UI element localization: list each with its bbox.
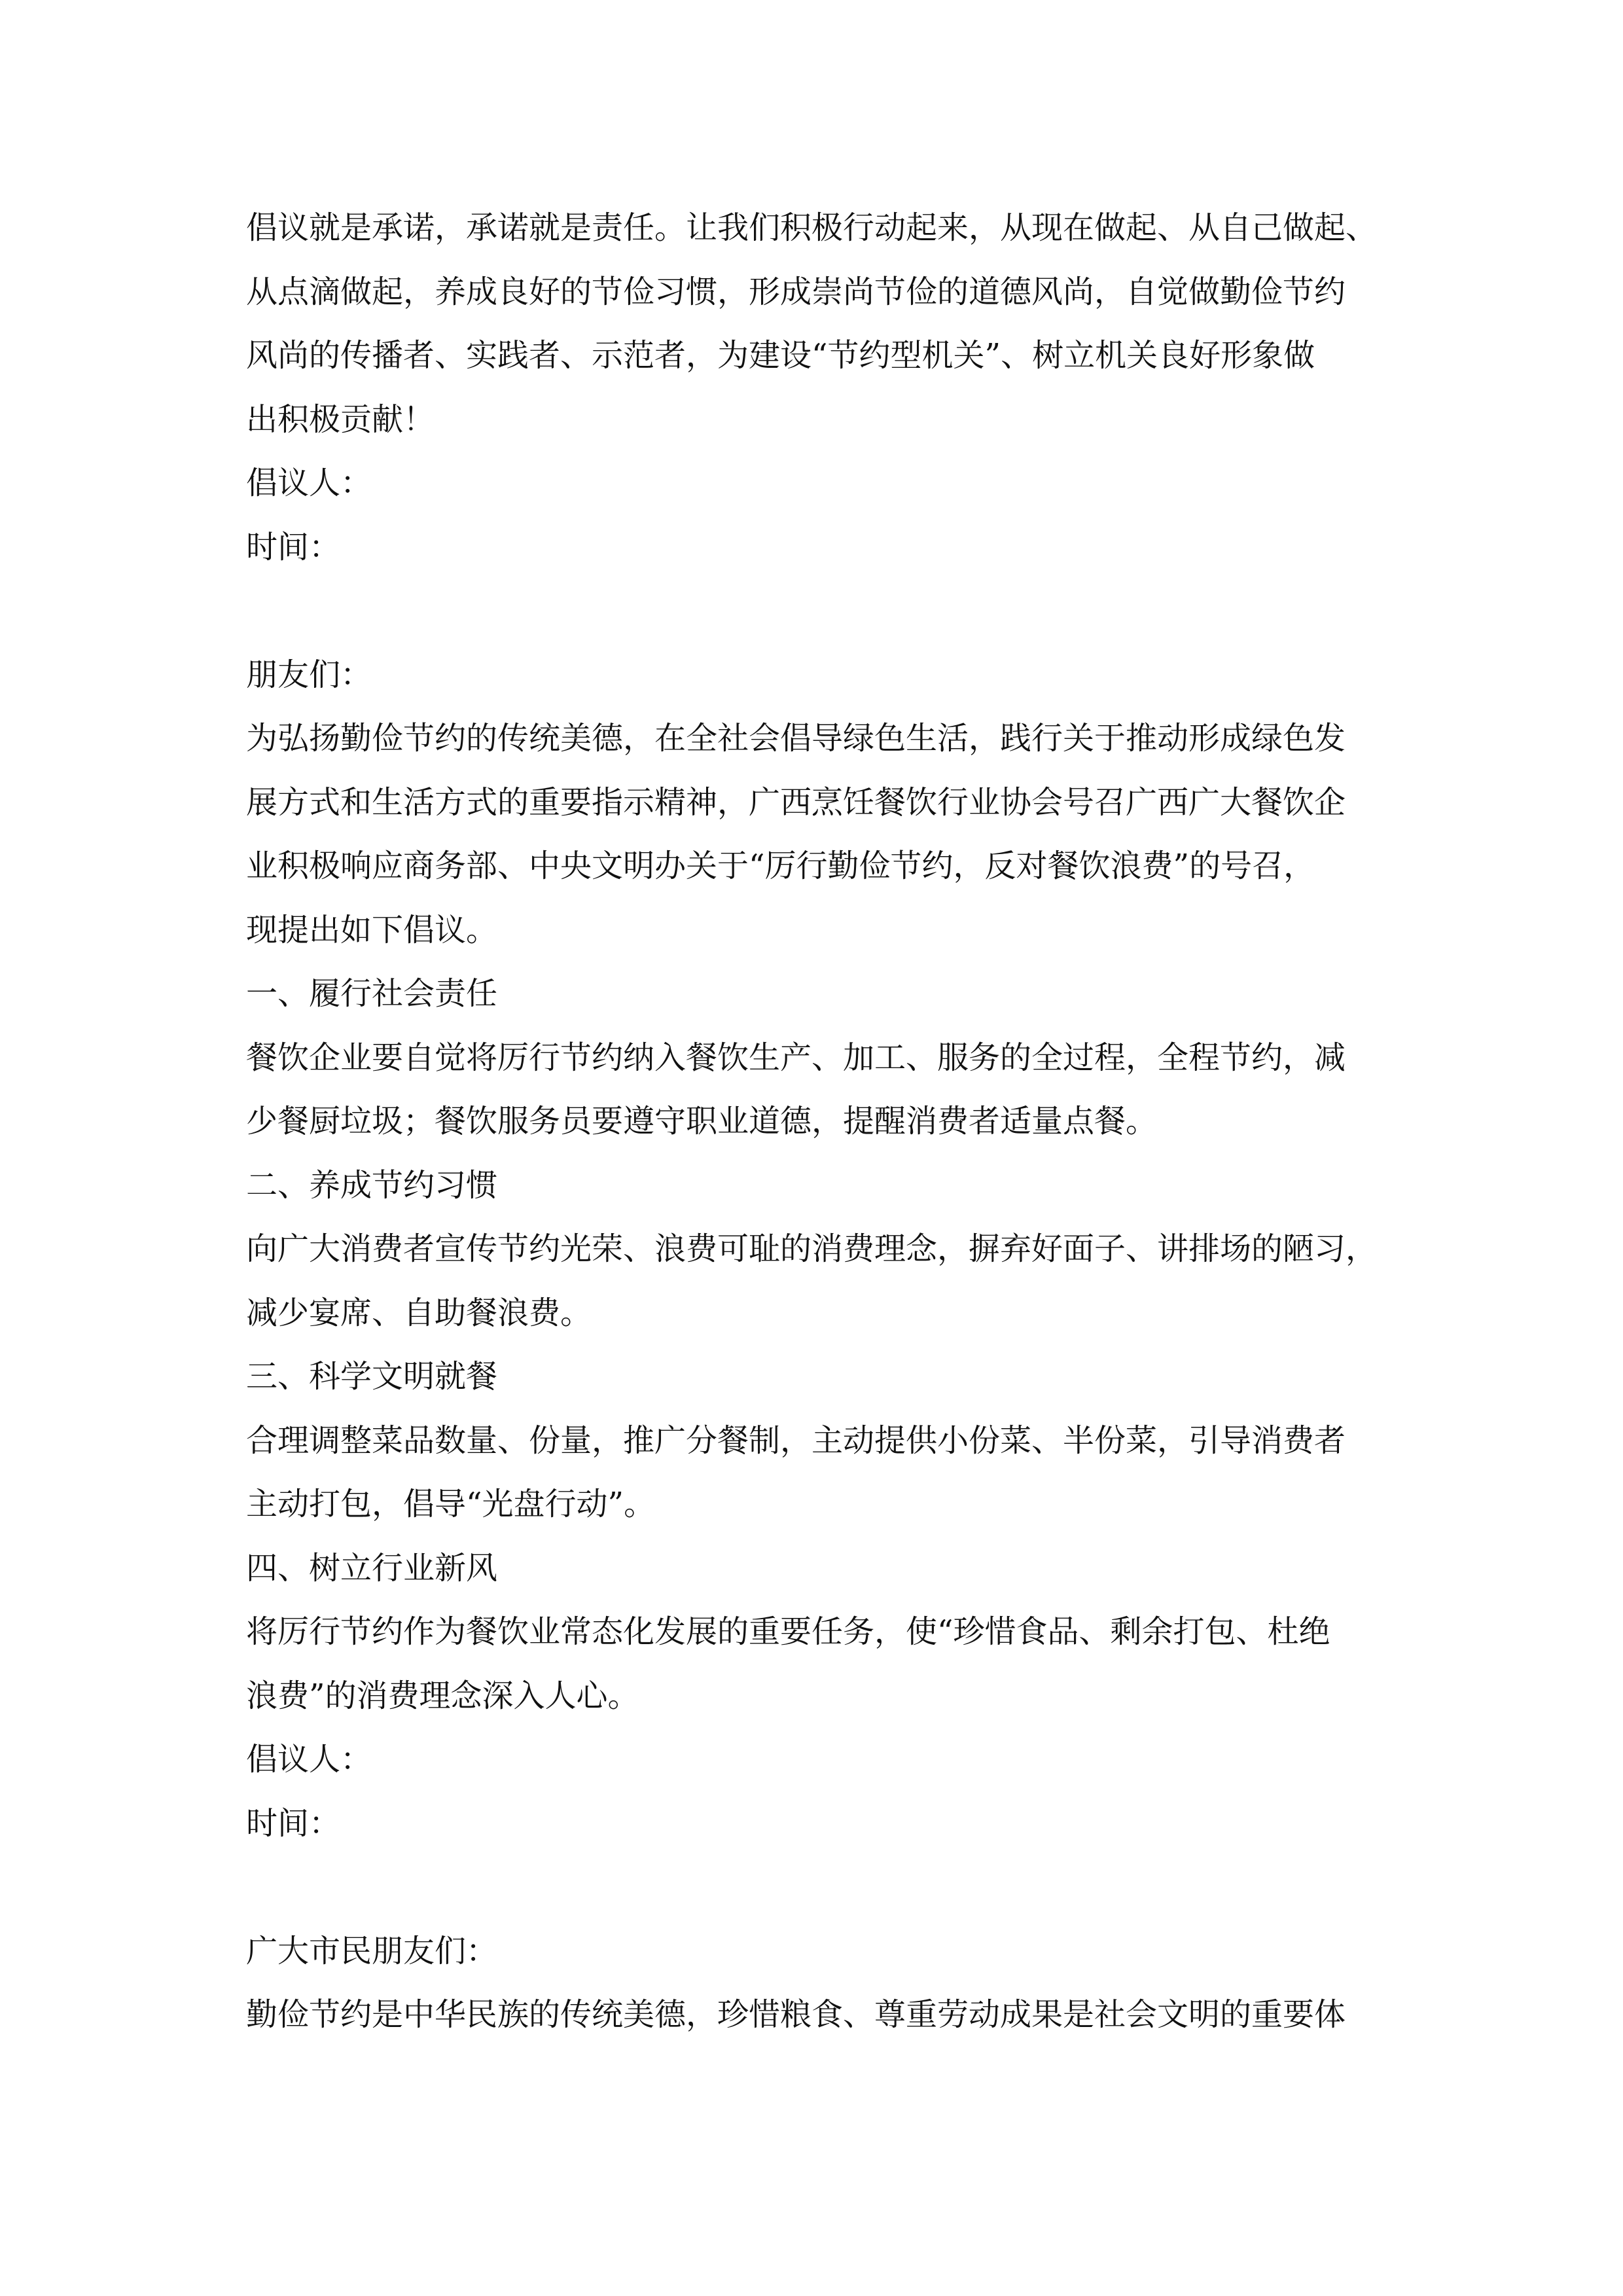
text-line: 现提出如下倡议。 xyxy=(246,911,498,948)
item-heading: 三、科学文明就餐 xyxy=(246,1358,498,1395)
text-line: 合理调整菜品数量、份量，推广分餐制，主动提供小份菜、半份菜，引导消费者 xyxy=(246,1422,1346,1459)
blank-line xyxy=(246,579,1398,643)
text-line: 展方式和生活方式的重要指示精神，广西烹饪餐饮行业协会号召广西广大餐饮企 xyxy=(246,783,1346,821)
section-3-paragraph xyxy=(246,1983,1398,2047)
section-2-time-label: 时间： xyxy=(246,1804,341,1842)
item-heading: 四、树立行业新风 xyxy=(246,1549,498,1587)
text-line: 向广大消费者宣传节约光荣、浪费可耻的消费理念，摒弃好面子、讲排场的陋习， xyxy=(246,1230,1378,1267)
text-line: 主动打包，倡导“光盘行动”。 xyxy=(246,1486,656,1522)
item-heading: 二、养成节约习惯 xyxy=(246,1166,498,1204)
section-1-paragraph xyxy=(246,196,1398,452)
section-2-proposer-label: 倡议人： xyxy=(246,1741,372,1778)
text-line: 少餐厨垃圾；餐饮服务员要遵守职业道德，提醒消费者适量点餐。 xyxy=(246,1103,1158,1139)
item-paragraph xyxy=(246,1026,1398,1154)
section-2-greeting: 朋友们： xyxy=(246,656,372,693)
text-line: 为弘扬勤俭节约的传统美德，在全社会倡导绿色生活，践行关于推动形成绿色发 xyxy=(246,720,1346,757)
text-line: 减少宴席、自助餐浪费。 xyxy=(246,1294,592,1331)
text-line: 从点滴做起，养成良好的节俭习惯，形成崇尚节俭的道德风尚，自觉做勤俭节约 xyxy=(246,273,1346,310)
text-line: 倡议就是承诺，承诺就是责任。让我们积极行动起来，从现在做起、从自己做起、 xyxy=(246,209,1378,246)
section-1-time-label: 时间： xyxy=(246,528,341,565)
document-body xyxy=(246,196,1398,2047)
text-line: 业积极响应商务部、中央文明办关于“厉行勤俭节约，反对餐饮浪费”的号召， xyxy=(246,848,1315,884)
text-line: 浪费”的消费理念深入人心。 xyxy=(246,1677,639,1714)
item-paragraph xyxy=(246,1600,1398,1728)
item-heading: 一、履行社会责任 xyxy=(246,975,498,1012)
item-paragraph xyxy=(246,1217,1398,1345)
text-line: 餐饮企业要自觉将厉行节约纳入餐饮生产、加工、服务的全过程，全程节约，减 xyxy=(246,1039,1346,1076)
text-line: 风尚的传播者、实践者、示范者，为建设“节约型机关”、树立机关良好形象做 xyxy=(246,337,1315,374)
blank-line xyxy=(246,1856,1398,1920)
text-line: 勤俭节约是中华民族的传统美德，珍惜粮食、尊重劳动成果是社会文明的重要体 xyxy=(246,1996,1346,2033)
section-2-intro-paragraph xyxy=(246,707,1398,962)
text-line: 将厉行节约作为餐饮业常态化发展的重要任务，使“珍惜食品、剩余打包、杜绝 xyxy=(246,1613,1330,1650)
section-3-greeting: 广大市民朋友们： xyxy=(246,1932,498,1969)
item-paragraph xyxy=(246,1409,1398,1537)
section-1-proposer-label: 倡议人： xyxy=(246,465,372,501)
text-line: 出积极贡献！ xyxy=(246,401,435,438)
